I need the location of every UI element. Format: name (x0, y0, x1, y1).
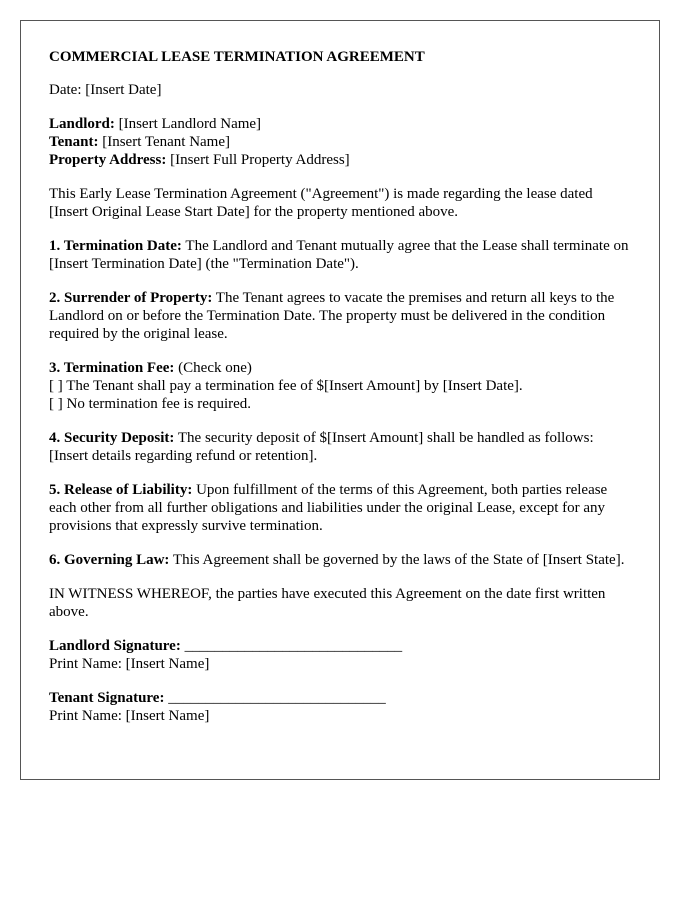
document-title: COMMERCIAL LEASE TERMINATION AGREEMENT (49, 49, 425, 65)
landlord-signature-blank: _____________________________ (180, 638, 403, 654)
landlord-print-name: Print Name: [Insert Name] (49, 656, 210, 672)
section-heading: 3. Termination Fee: (49, 360, 175, 376)
landlord-signature-block (49, 637, 631, 673)
section-body: The Tenant agrees to vacate the premises and return all keys to the Landlord on or before the Termination Date. The property must be delivered in the condition required by the original lease. (49, 290, 615, 342)
landlord-line (49, 115, 631, 133)
section-deposit (49, 429, 631, 465)
landlord-signature-line (49, 637, 631, 655)
tenant-value: [Insert Tenant Name] (98, 134, 231, 150)
tenant-signature-blank: _____________________________ (164, 690, 386, 706)
section-body: This Agreement shall be governed by the laws of the State of [Insert State]. (169, 552, 625, 568)
landlord-signature-label: Landlord Signature: (49, 638, 181, 654)
property-value: [Insert Full Property Address] (166, 152, 350, 168)
section-body: Upon fulfillment of the terms of this Agreement, both parties release each other from all further obligations and liabilities under the original Lease, except for any provisions that expressly survive termination. (49, 482, 608, 534)
section-law (49, 551, 631, 569)
landlord-value: [Insert Landlord Name] (114, 116, 262, 132)
section-body: (Check one) (174, 360, 252, 376)
section-heading: 1. Termination Date: (49, 238, 182, 254)
section-body: The security deposit of $[Insert Amount] shall be handled as follows: [Insert details regarding refund or retention]. (49, 430, 594, 464)
tenant-signature-block (49, 689, 631, 725)
date-line: Date: [Insert Date] (49, 82, 162, 98)
section-heading: 2. Surrender of Property: (49, 290, 213, 306)
section-termination-date (49, 237, 631, 273)
fee-heading-line (49, 359, 631, 377)
tenant-label: Tenant: (49, 134, 99, 150)
property-line (49, 151, 631, 169)
fee-option-pay: [ ] The Tenant shall pay a termination fee of $[Insert Amount] by [Insert Date]. (49, 378, 523, 394)
document-page (20, 20, 660, 780)
section-heading: 5. Release of Liability: (49, 482, 193, 498)
tenant-line (49, 133, 631, 151)
section-heading: 4. Security Deposit: (49, 430, 175, 446)
section-heading: 6. Governing Law: (49, 552, 170, 568)
parties-block (49, 115, 631, 169)
property-label: Property Address: (49, 152, 167, 168)
tenant-signature-label: Tenant Signature: (49, 690, 165, 706)
landlord-label: Landlord: (49, 116, 115, 132)
tenant-print-name: Print Name: [Insert Name] (49, 708, 210, 724)
tenant-signature-line (49, 689, 631, 707)
fee-option-none: [ ] No termination fee is required. (49, 396, 252, 412)
section-body: The Landlord and Tenant mutually agree that the Lease shall terminate on [Insert Termination Date] (the "Termination Date"). (49, 238, 629, 272)
witness-paragraph: IN WITNESS WHEREOF, the parties have executed this Agreement on the date first written above. (49, 586, 606, 620)
intro-paragraph: This Early Lease Termination Agreement ("Agreement") is made regarding the lease dated [Insert Original Lease Start Date] for the property mentioned above. (49, 186, 593, 220)
section-liability (49, 481, 631, 535)
section-surrender (49, 289, 631, 343)
section-fee (49, 359, 631, 413)
